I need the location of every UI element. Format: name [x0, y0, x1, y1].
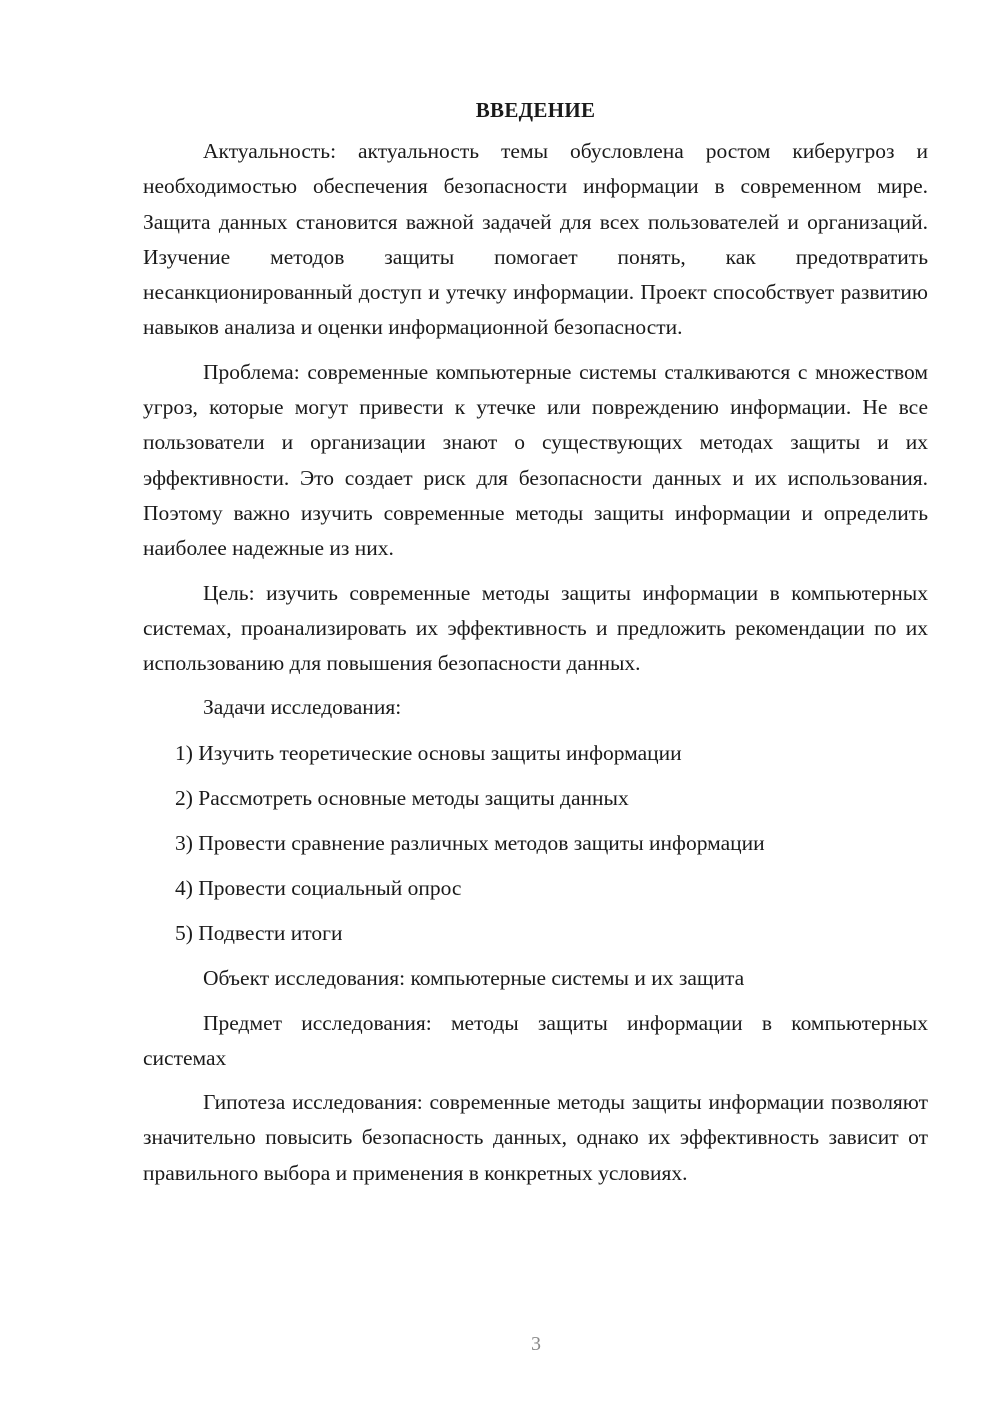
list-item: 3) Провести сравнение различных методов защиты информации — [175, 830, 765, 855]
list-item: 5) Подвести итоги — [175, 921, 343, 946]
tasks-heading: Задачи исследования: — [203, 695, 402, 720]
page-number: 3 — [531, 1333, 541, 1355]
subject-paragraph: Предмет исследования: методы защиты информации в компьютерных системах — [143, 1010, 928, 1070]
object-paragraph: Объект исследования: компьютерные системы и их защита — [203, 966, 745, 991]
page-content — [143, 95, 928, 1200]
list-item: 2) Рассмотреть основные методы защиты данных — [175, 785, 629, 810]
goal-paragraph: Цель: изучить современные методы защиты информации в компьютерных системах, проанализировать их эффективность и предложить рекомендации по их использованию для повышения безопасности данных. — [143, 580, 928, 676]
section-title: ВВЕДЕНИЕ — [475, 98, 596, 122]
list-item: 4) Провести социальный опрос — [175, 876, 462, 901]
relevance-paragraph: Актуальность: актуальность темы обусловлена ростом киберугроз и необходимостью обеспечения безопасности информации в современном мире. Защита данных становится важной задачей для всех пользователей и организаций. Изучение методов защиты помогает понять, как предотвратить несанкционированный доступ и утечку информации. Проект способствует развитию навыков анализа и оценки информационной безопасности. — [143, 139, 928, 340]
hypothesis-paragraph: Гипотеза исследования: современные методы защиты информации позволяют значительно повысить безопасность данных, однако их эффективность зависит от правильного выбора и применения в конкретных условиях. — [143, 1090, 928, 1185]
problem-paragraph: Проблема: современные компьютерные системы сталкиваются с множеством угроз, которые могут привести к утечке или повреждению информации. Не все пользователи и организации знают о существующих методах защиты и их эффективности. Это создает риск для безопасности данных и их использования. Поэтому важно изучить современные методы защиты информации и определить наиболее надежные из них. — [143, 359, 928, 561]
list-item: 1) Изучить теоретические основы защиты информации — [175, 740, 682, 765]
tasks-list — [143, 736, 928, 952]
